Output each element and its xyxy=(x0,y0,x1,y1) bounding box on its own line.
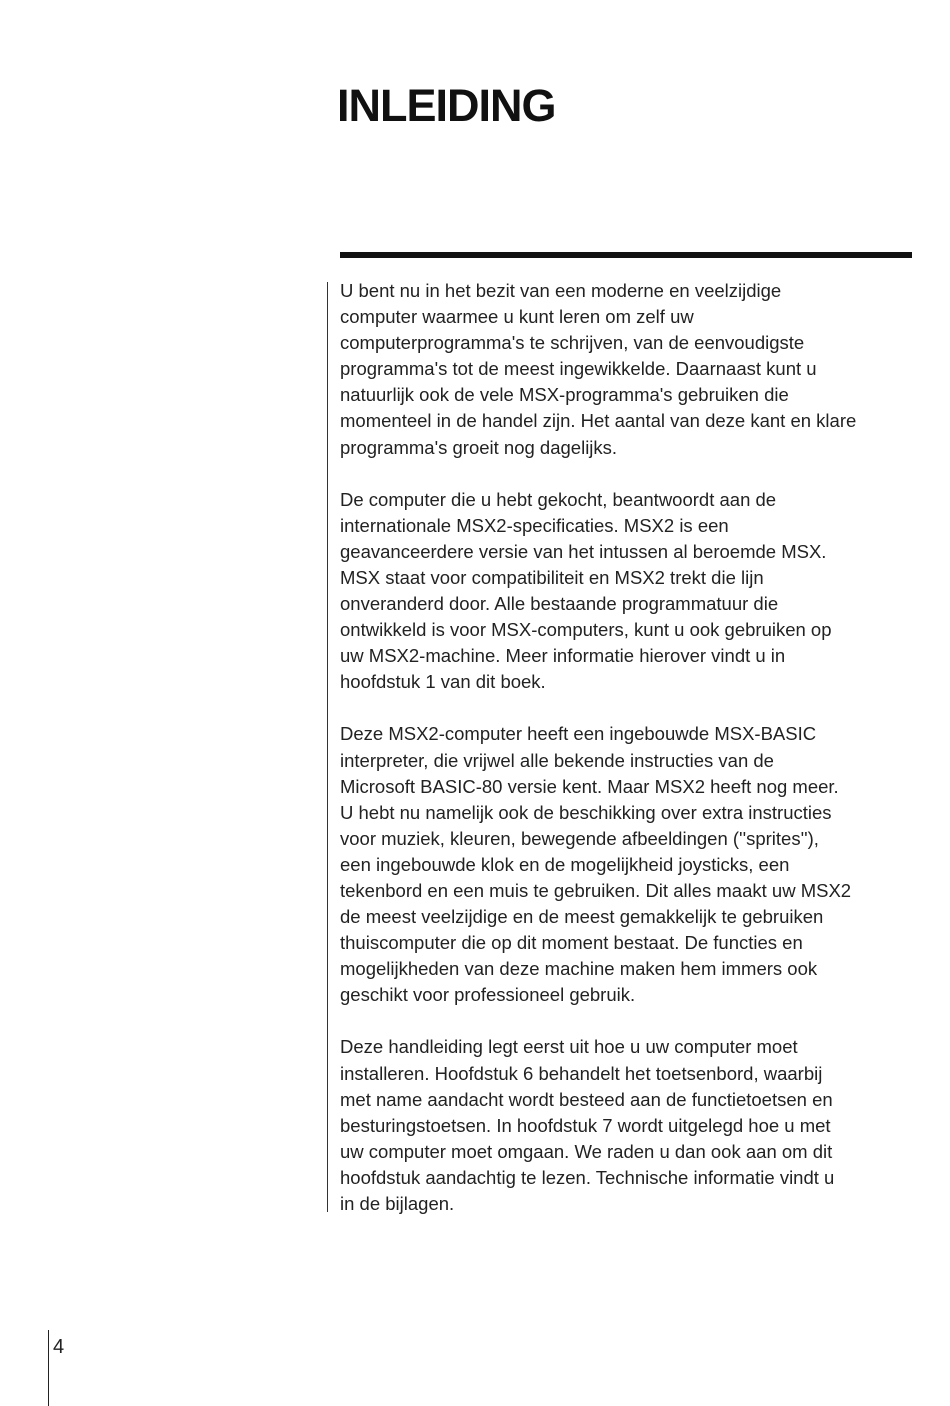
paragraph-msx2-specifications: De computer die u hebt gekocht, beantwoordt aan de internationale MSX2-specificaties. MSX2 is een geavanceerdere versie van het intussen al beroemde MSX. MSX staat voor compatibiliteit en MSX2 trekt die lijn onveranderd door. Alle bestaande programmatuur die ontwikkeld is voor MSX-computers, kunt u ook gebruiken op uw MSX2-machine. Meer informatie hierover vindt u in hoofdstuk 1 van dit boek. xyxy=(340,488,832,693)
body-text xyxy=(340,278,920,1243)
margin-rule xyxy=(327,282,328,1212)
paragraph-msx-basic: Deze MSX2-computer heeft een ingebouwde MSX-BASIC interpreter, die vrijwel alle bekende instructies van de Microsoft BASIC-80 versie kent. Maar MSX2 heeft nog meer. U hebt nu namelijk ook de beschikking over extra instructies voor muziek, kleuren, bewegende afbeeldingen (''sprites''), een ingebouwde klok en de mogelijkheid joysticks, een tekenbord en een muis te gebruiken. Dit alles maakt uw MSX2 de meest veelzijdige en de meest gemakkelijk te gebruiken thuiscomputer die op dit moment bestaat. De functies en mogelijkheden van deze machine maken hem immers ook geschikt voor professioneel gebruik. xyxy=(340,723,852,1006)
paragraph-intro: U bent nu in het bezit van een moderne en veelzijdige computer waarmee u kunt leren om zelf uw computerprogramma's te schrijven, van de eenvoudigste programma's tot de meest ingewikkelde. Daarnaast kunt u natuurlijk ook de vele MSX-programma's gebruiken die momenteel in de handel zijn. Het aantal van deze kant en klare programma's groeit nog dagelijks. xyxy=(340,280,857,458)
title-divider xyxy=(340,252,912,258)
paragraph-manual-overview: Deze handleiding legt eerst uit hoe u uw computer moet installeren. Hoofdstuk 6 behandelt het toetsenbord, waarbij met name aandacht wordt besteed aan de functietoetsen en besturingstoetsen. In hoofdstuk 7 wordt uitgelegd hoe u met uw computer moet omgaan. We raden u dan ook aan om dit hoofdstuk aandachtig te lezen. Technische informatie vindt u in de bijlagen. xyxy=(340,1036,835,1214)
page-number-rule xyxy=(48,1330,49,1406)
page-title: INLEIDING xyxy=(337,80,556,131)
page-number: 4 xyxy=(53,1336,65,1358)
